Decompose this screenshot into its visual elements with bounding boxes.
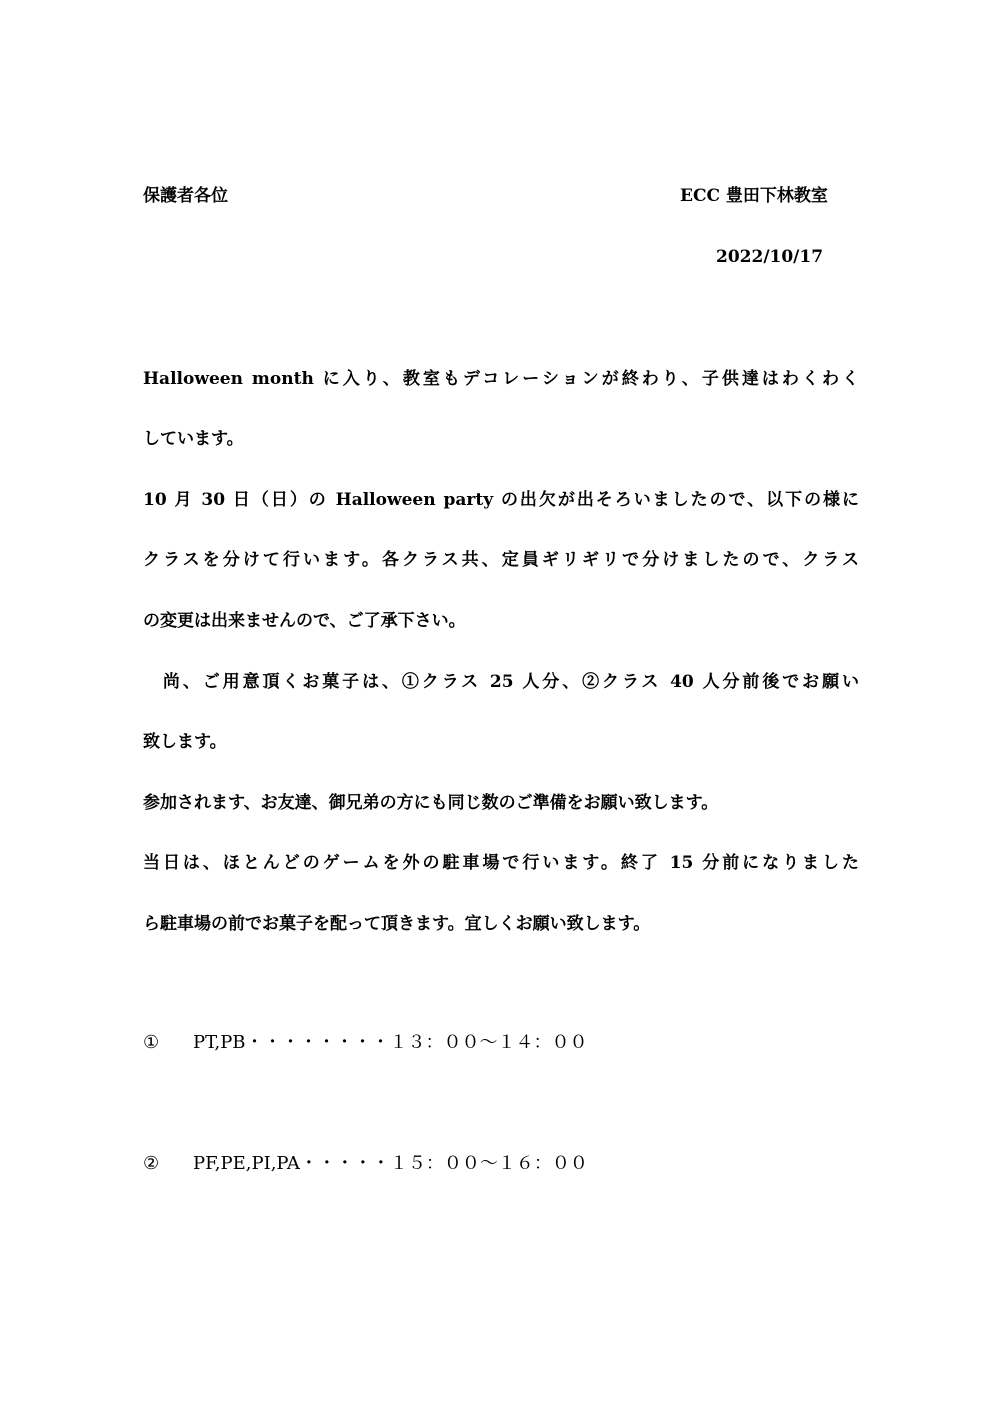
body-line: 参加されます、お友達、御兄弟の方にも同じ数のご準備をお願い致します。 [143,793,719,813]
schedule-item [143,1034,588,1052]
body-line: 10 月 30 日（日）の Halloween party の出欠が出そろいましたので、以下の様に [143,490,859,510]
body-line: の変更は出来ませんので、ご了承下さい。 [143,611,466,631]
schedule-text: PF,PE,PI,PA・・・・・１５：００～１６：００ [193,1153,588,1174]
body-line: クラスを分けて行います。各クラス共、定員ギリギリで分けましたので、クラス [143,550,859,570]
body-line: 致します。 [143,732,227,752]
body-line: 尚、ご用意頂くお菓子は、①クラス 25 人分、②クラス 40 人分前後でお願い [143,672,859,692]
recipient-line: 保護者各位 [143,186,228,206]
date-line: 2022/10/17 [716,247,824,267]
schedule-number: ① [143,1032,160,1053]
schedule-text: PT,PB・・・・・・・・１３：００～１４：００ [193,1032,588,1053]
schedule-number: ② [143,1153,160,1174]
sender-line: ECC 豊田下林教室 [680,186,828,206]
body-line: しています。 [143,429,244,449]
body-line: Halloween month に入り、教室もデコレーションが終わり、子供達はわくわく [143,369,859,389]
body-line: 当日は、ほとんどのゲームを外の駐車場で行います。終了 15 分前になりました [143,853,859,873]
body-line: ら駐車場の前でお菓子を配って頂きます。宜しくお願い致します。 [143,914,651,934]
schedule-item [143,1155,588,1173]
